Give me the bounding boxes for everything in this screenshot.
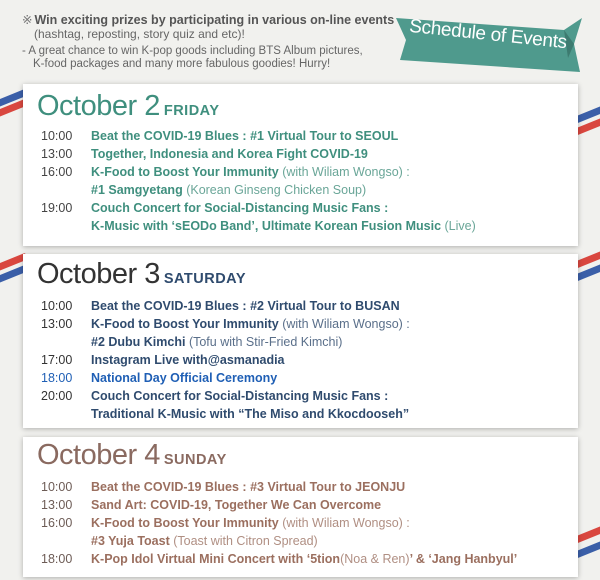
event-title: Sand Art: COVID-19, Together We Can Overcome bbox=[91, 498, 382, 512]
event-time: 10:00 bbox=[41, 129, 73, 143]
event-title: #2 Dubu Kimchi (Tofu with Stir-Fried Kimchi) bbox=[91, 335, 343, 349]
event-title: Beat the COVID-19 Blues : #3 Virtual Tour to JEONJU bbox=[91, 480, 406, 494]
event-title: Traditional K-Music with “The Miso and Kkocdooseh” bbox=[91, 407, 410, 421]
event-note: (Tofu with Stir-Fried Kimchi) bbox=[185, 335, 343, 349]
day-date: October 2 bbox=[37, 90, 160, 122]
event-title: #1 Samgyetang (Korean Ginseng Chicken Soup) bbox=[91, 183, 367, 197]
event-time: 13:00 bbox=[41, 147, 73, 161]
event-title: Beat the COVID-19 Blues : #1 Virtual Tour to SEOUL bbox=[91, 129, 399, 143]
event-time: 10:00 bbox=[41, 299, 73, 313]
intro-line-4: K-food packages and many more fabulous goodies! Hurry! bbox=[33, 58, 331, 70]
event-time: 10:00 bbox=[41, 480, 73, 494]
reference-mark-icon: ※ bbox=[22, 13, 33, 27]
event-time: 18:00 bbox=[41, 371, 73, 385]
event-title: Together, Indonesia and Korea Fight COVID-19 bbox=[91, 147, 368, 161]
event-title: Couch Concert for Social-Distancing Music Fans : bbox=[91, 201, 389, 215]
event-note: (Toast with Citron Spread) bbox=[169, 534, 318, 548]
day-card-october-3 bbox=[23, 254, 578, 428]
day-date: October 3 bbox=[37, 258, 160, 290]
event-note: (Noa & Ren) bbox=[340, 552, 410, 566]
event-title: Beat the COVID-19 Blues : #2 Virtual Tour to BUSAN bbox=[91, 299, 400, 313]
intro-headline bbox=[22, 13, 402, 27]
intro-text bbox=[22, 13, 402, 71]
event-time: 20:00 bbox=[41, 389, 73, 403]
event-note: (with Wiliam Wongso) : bbox=[278, 317, 410, 331]
event-note: (Korean Ginseng Chicken Soup) bbox=[182, 183, 367, 197]
intro-line-1: Win exciting prizes by participating in various on-line events bbox=[34, 13, 395, 27]
event-time: 16:00 bbox=[41, 516, 73, 530]
event-time: 13:00 bbox=[41, 498, 73, 512]
event-title: Instagram Live with@asmanadia bbox=[91, 353, 285, 367]
day-weekday: FRIDAY bbox=[163, 103, 220, 119]
event-time: 13:00 bbox=[41, 317, 73, 331]
day-date: October 4 bbox=[37, 439, 160, 471]
event-time: 19:00 bbox=[41, 201, 73, 215]
day-weekday: SUNDAY bbox=[163, 452, 227, 468]
event-note: (Live) bbox=[441, 219, 476, 233]
event-note: (with Wiliam Wongso) : bbox=[278, 516, 410, 530]
day-heading bbox=[37, 258, 246, 291]
day-heading bbox=[37, 439, 227, 472]
day-heading bbox=[37, 90, 219, 123]
event-title: #3 Yuja Toast (Toast with Citron Spread) bbox=[91, 534, 318, 548]
event-title: National Day Official Ceremony bbox=[91, 371, 278, 385]
event-title: Couch Concert for Social-Distancing Music Fans : bbox=[91, 389, 389, 403]
event-title: K-Food to Boost Your Immunity (with Wiliam Wongso) : bbox=[91, 516, 410, 530]
schedule-title: Schedule of Events bbox=[408, 15, 568, 54]
event-title: K-Pop Idol Virtual Mini Concert with ‘5tion(Noa & Ren)’ & ‘Jang Hanbyul’ bbox=[91, 552, 518, 566]
event-note: (with Wiliam Wongso) : bbox=[278, 165, 410, 179]
day-card-october-2 bbox=[23, 84, 578, 246]
event-time: 16:00 bbox=[41, 165, 73, 179]
event-title: K-Food to Boost Your Immunity (with Wiliam Wongso) : bbox=[91, 165, 410, 179]
event-time: 18:00 bbox=[41, 552, 73, 566]
day-weekday: SATURDAY bbox=[163, 271, 246, 287]
intro-line-2: (hashtag, reposting, story quiz and etc)! bbox=[34, 27, 245, 41]
event-title: K-Music with ‘sEODo Band’, Ultimate Korean Fusion Music (Live) bbox=[91, 219, 476, 233]
event-title: K-Food to Boost Your Immunity (with Wiliam Wongso) : bbox=[91, 317, 410, 331]
day-card-october-4 bbox=[23, 437, 578, 577]
intro-line-3: - A great chance to win K-pop goods including BTS Album pictures, bbox=[22, 45, 363, 57]
event-time: 17:00 bbox=[41, 353, 73, 367]
